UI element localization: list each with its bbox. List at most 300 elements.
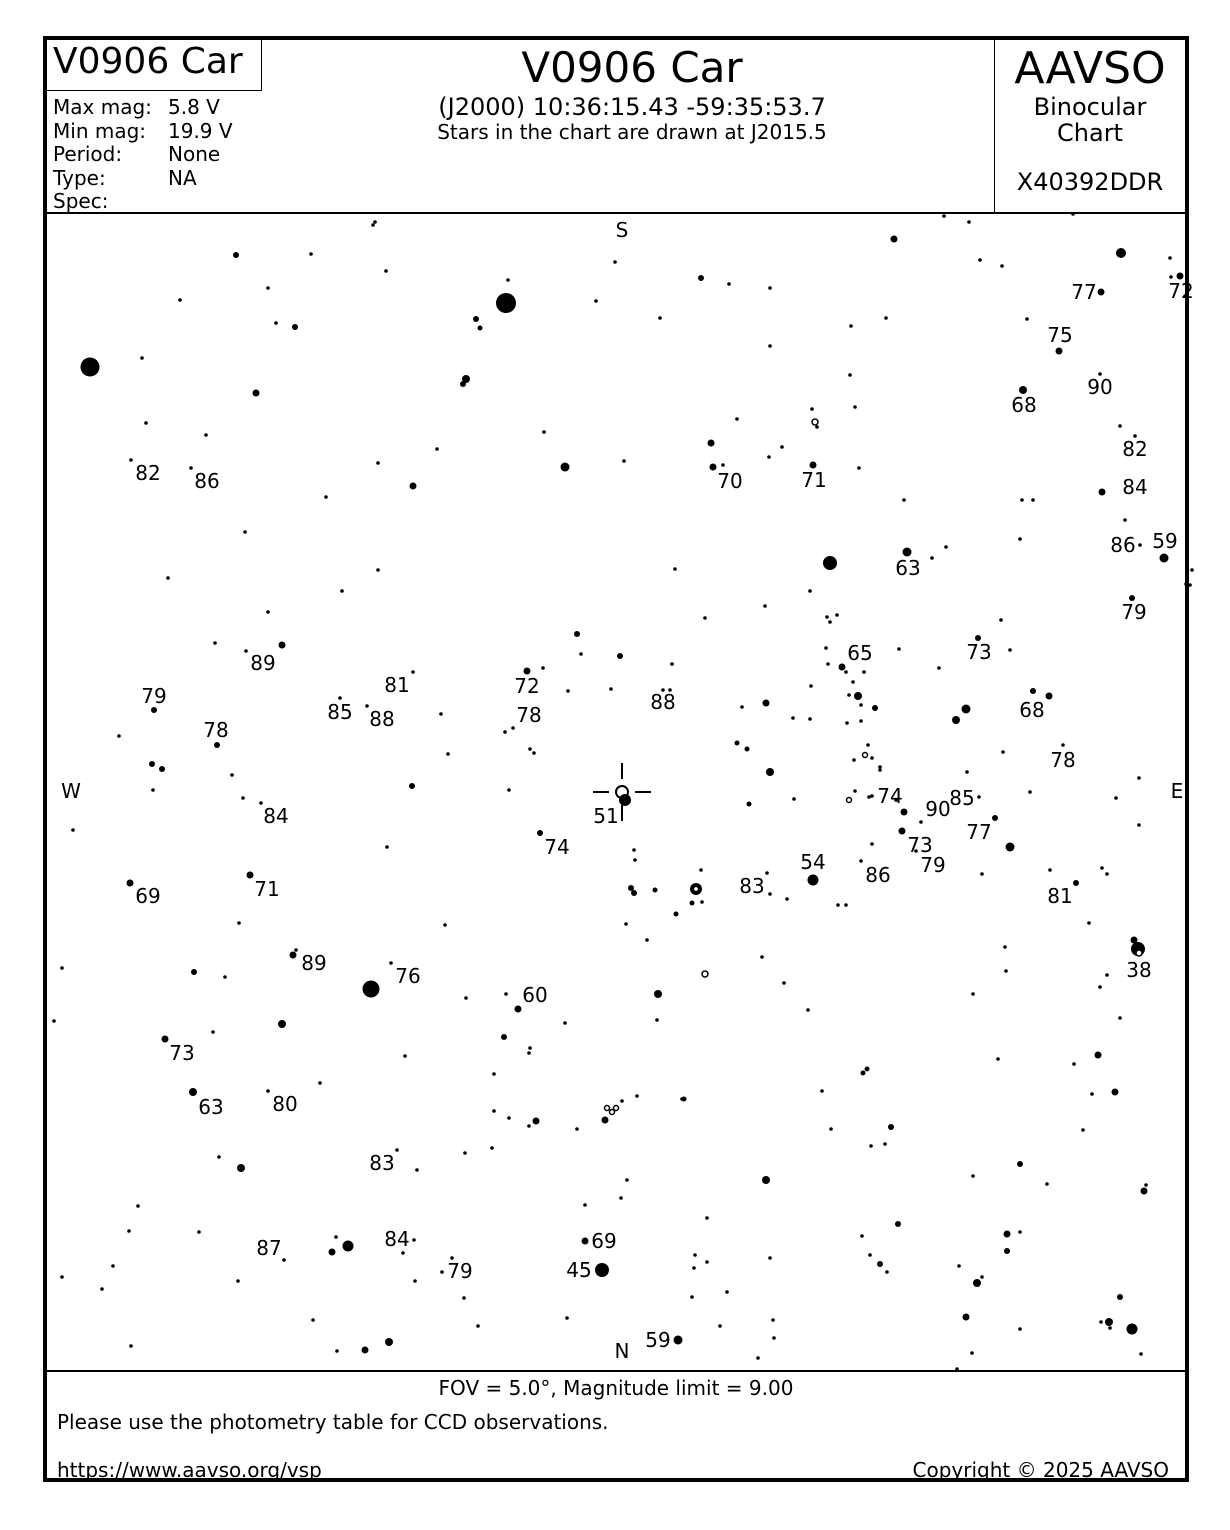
- star: [815, 425, 819, 429]
- star: [1116, 248, 1126, 258]
- star: [1004, 1231, 1011, 1238]
- star: [745, 747, 750, 752]
- star: [1031, 498, 1035, 502]
- star: [127, 1229, 131, 1233]
- star: [740, 705, 744, 709]
- star: [996, 1057, 1000, 1061]
- star: [891, 236, 898, 243]
- star: [1004, 1248, 1010, 1254]
- star: [440, 1270, 444, 1274]
- star: [619, 1196, 623, 1200]
- star: [463, 1151, 467, 1155]
- star: [409, 783, 415, 789]
- max-mag-label: Max mag:: [53, 95, 152, 119]
- star: [673, 567, 677, 571]
- star: [1006, 843, 1015, 852]
- star: [860, 1234, 864, 1238]
- orientation-top: S: [615, 218, 629, 242]
- star: [294, 948, 298, 952]
- star: [385, 845, 389, 849]
- ccd-note: Please use the photometry table for CCD observations.: [57, 1410, 609, 1434]
- star: [1098, 985, 1102, 989]
- star: [727, 282, 731, 286]
- star: [537, 830, 543, 836]
- star: [762, 1176, 770, 1184]
- star: [897, 647, 901, 651]
- star: [756, 1356, 760, 1360]
- star: [768, 344, 772, 348]
- star: [384, 269, 388, 273]
- star: [619, 794, 631, 806]
- star: [504, 992, 508, 996]
- star: [735, 417, 739, 421]
- star: [854, 692, 862, 700]
- star: [446, 752, 450, 756]
- star: [376, 568, 380, 572]
- orientation-right: E: [1170, 779, 1184, 803]
- star: [725, 1290, 729, 1294]
- star: [963, 1314, 970, 1321]
- comparison-label: 74: [544, 835, 570, 859]
- star: [844, 670, 848, 674]
- star: [1020, 498, 1024, 502]
- star: [862, 670, 866, 674]
- star: [100, 1287, 104, 1291]
- star: [605, 1106, 610, 1111]
- star: [507, 788, 511, 792]
- star: [847, 693, 851, 697]
- star: [1190, 568, 1194, 572]
- star: [1105, 973, 1109, 977]
- star: [579, 652, 583, 656]
- star: [870, 842, 874, 846]
- star: [772, 1336, 776, 1340]
- star: [189, 1088, 197, 1096]
- star: [149, 761, 155, 767]
- star: [609, 687, 613, 691]
- star: [698, 275, 704, 281]
- star: [1095, 1052, 1102, 1059]
- comparison-label: 71: [801, 468, 827, 492]
- star: [812, 419, 818, 425]
- star: [253, 390, 260, 397]
- star: [670, 662, 674, 666]
- comparison-label: 73: [907, 833, 933, 857]
- star: [542, 430, 546, 434]
- star: [825, 615, 829, 619]
- star: [413, 1279, 417, 1283]
- star: [853, 789, 857, 793]
- comparison-label: 54: [800, 850, 826, 874]
- star: [631, 890, 637, 896]
- star: [213, 641, 217, 645]
- star: [460, 381, 466, 387]
- star: [768, 286, 772, 290]
- star: [654, 990, 662, 998]
- star: [690, 1295, 694, 1299]
- star: [602, 1117, 609, 1124]
- star: [735, 741, 740, 746]
- star: [645, 938, 649, 942]
- star: [247, 872, 254, 879]
- star: [290, 952, 297, 959]
- star: [401, 1251, 405, 1255]
- star: [1056, 348, 1063, 355]
- star: [1136, 950, 1142, 956]
- comparison-label: 77: [1071, 280, 1097, 304]
- epoch-note: Stars in the chart are drawn at J2015.5: [437, 120, 827, 144]
- star: [747, 802, 752, 807]
- star: [129, 1344, 133, 1348]
- star: [1090, 1092, 1094, 1096]
- comparison-label: 86: [865, 863, 891, 887]
- star: [211, 1030, 215, 1034]
- star: [760, 955, 764, 959]
- star: [848, 373, 852, 377]
- star: [653, 888, 658, 893]
- star: [237, 1164, 245, 1172]
- star: [885, 1270, 889, 1274]
- comparison-label: 82: [1122, 437, 1148, 461]
- star: [884, 316, 888, 320]
- star: [839, 664, 846, 671]
- star: [980, 872, 984, 876]
- star: [533, 1118, 540, 1125]
- comparison-label: 78: [203, 718, 229, 742]
- star: [992, 815, 998, 821]
- star: [415, 1168, 419, 1172]
- star: [919, 820, 923, 824]
- star: [159, 766, 165, 772]
- star: [766, 768, 774, 776]
- star: [111, 1264, 115, 1268]
- star: [767, 455, 771, 459]
- header-center: [261, 40, 1003, 144]
- star: [1004, 969, 1008, 973]
- comparison-label: 84: [384, 1227, 410, 1251]
- star: [1073, 880, 1079, 886]
- star: [492, 1072, 496, 1076]
- comparison-label: 78: [1050, 748, 1076, 772]
- star: [1160, 554, 1169, 563]
- comparison-label: 71: [254, 877, 280, 901]
- star: [625, 1178, 629, 1182]
- comparison-label: 75: [1047, 323, 1073, 347]
- star: [144, 421, 148, 425]
- comparison-label: 68: [1019, 698, 1045, 722]
- star: [708, 440, 715, 447]
- star: [511, 726, 515, 730]
- star: [973, 1279, 981, 1287]
- star: [60, 1275, 64, 1279]
- star: [622, 459, 626, 463]
- star: [628, 885, 634, 891]
- star: [292, 324, 298, 330]
- star: [583, 1203, 587, 1207]
- star: [710, 464, 717, 471]
- star: [1000, 264, 1004, 268]
- star: [464, 996, 468, 1000]
- star: [859, 859, 863, 863]
- comparison-label: 85: [949, 786, 975, 810]
- star: [318, 1081, 322, 1085]
- star: [655, 1018, 659, 1022]
- comparison-label: 73: [966, 640, 992, 664]
- star: [71, 828, 75, 832]
- star: [373, 220, 377, 224]
- star: [233, 252, 239, 258]
- star: [501, 1034, 507, 1040]
- star: [197, 1230, 201, 1234]
- star: [658, 316, 662, 320]
- star: [410, 483, 417, 490]
- star: [702, 971, 708, 977]
- star: [690, 901, 695, 906]
- star: [883, 1142, 887, 1146]
- star: [1137, 823, 1141, 827]
- comparison-label: 70: [717, 469, 743, 493]
- star: [1112, 1089, 1119, 1096]
- star: [1028, 790, 1032, 794]
- star: [971, 1174, 975, 1178]
- star: [703, 616, 707, 620]
- star: [575, 1127, 579, 1131]
- footer-divider: [47, 1370, 1185, 1372]
- star: [944, 545, 948, 549]
- min-mag-value: 19.9 V: [168, 118, 233, 143]
- star: [674, 1336, 683, 1345]
- star: [768, 1256, 772, 1260]
- star: [473, 316, 479, 322]
- star: [528, 747, 532, 751]
- comparison-label: 59: [645, 1328, 671, 1352]
- star: [166, 576, 170, 580]
- star: [1117, 1294, 1123, 1300]
- star: [699, 868, 703, 872]
- star: [237, 921, 241, 925]
- star: [439, 712, 443, 716]
- comparison-label: 89: [301, 951, 327, 975]
- star: [1098, 289, 1105, 296]
- comparison-label: 89: [250, 651, 276, 675]
- star: [782, 981, 786, 985]
- star: [1072, 1062, 1076, 1066]
- comparison-label: 79: [141, 684, 167, 708]
- star: [1139, 1352, 1143, 1356]
- comparison-label: 59: [1152, 529, 1178, 553]
- star: [721, 463, 725, 467]
- star: [490, 1146, 494, 1150]
- star: [868, 1253, 872, 1257]
- star: [808, 875, 819, 886]
- comparison-labels: [135, 279, 1193, 1352]
- star: [52, 1019, 56, 1023]
- star: [970, 1351, 974, 1355]
- star: [1018, 1230, 1022, 1234]
- star: [810, 407, 814, 411]
- star: [566, 689, 570, 693]
- star: [680, 1097, 684, 1101]
- comparison-label: 79: [447, 1259, 473, 1283]
- star: [582, 1238, 589, 1245]
- star: [853, 405, 857, 409]
- vsp-link[interactable]: https://www.aavso.org/vsp: [57, 1458, 322, 1482]
- star: [930, 556, 934, 560]
- star: [1017, 1161, 1023, 1167]
- star: [1105, 872, 1109, 876]
- period-label: Period:: [53, 142, 123, 166]
- star: [977, 795, 981, 799]
- comparison-label: 84: [1122, 475, 1148, 499]
- star: [136, 1204, 140, 1208]
- star: [791, 716, 795, 720]
- star: [223, 975, 227, 979]
- star: [266, 286, 270, 290]
- type-value: NA: [168, 165, 197, 190]
- comparison-label: 60: [522, 983, 548, 1007]
- star: [901, 809, 908, 816]
- orientation-left: W: [61, 779, 81, 803]
- copyright: Copyright © 2025 AAVSO: [912, 1458, 1169, 1482]
- star: [395, 1148, 399, 1152]
- star: [574, 631, 580, 637]
- star: [595, 1263, 609, 1277]
- star: [1046, 693, 1053, 700]
- star: [309, 252, 313, 256]
- star: [236, 1279, 240, 1283]
- star: [942, 214, 946, 218]
- star: [780, 445, 784, 449]
- star: [81, 358, 100, 377]
- star: [129, 458, 133, 462]
- star: [435, 447, 439, 451]
- star: [278, 1020, 286, 1028]
- star: [870, 794, 874, 798]
- star: [1184, 582, 1188, 586]
- star: [340, 589, 344, 593]
- star-info: [53, 96, 233, 214]
- star: [967, 220, 971, 224]
- star: [835, 613, 839, 617]
- star: [243, 530, 247, 534]
- chart-kind-1: Binocular: [1033, 93, 1147, 121]
- star: [385, 1338, 393, 1346]
- max-mag-value: 5.8 V: [168, 95, 220, 119]
- star: [335, 1349, 339, 1353]
- orientation-bottom: N: [614, 1339, 630, 1363]
- star: [844, 903, 848, 907]
- comparison-label: 63: [895, 556, 921, 580]
- star: [274, 321, 278, 325]
- star: [852, 758, 856, 762]
- star: [865, 1067, 870, 1072]
- star: [515, 1006, 522, 1013]
- star: [1118, 424, 1122, 428]
- comparison-label: 82: [135, 461, 161, 485]
- star: [507, 1116, 511, 1120]
- star: [282, 1258, 286, 1262]
- star: [1030, 688, 1036, 694]
- spec-label: Spec:: [53, 189, 109, 213]
- star: [859, 703, 863, 707]
- star: [692, 1266, 696, 1270]
- star: [859, 719, 863, 723]
- star: [808, 589, 812, 593]
- comparison-label: 81: [384, 673, 410, 697]
- star: [962, 705, 971, 714]
- comparison-label: 86: [1110, 533, 1136, 557]
- star: [1141, 1188, 1148, 1195]
- star: [563, 1021, 567, 1025]
- star: [700, 900, 704, 904]
- comparison-label: 45: [566, 1258, 592, 1282]
- star: [845, 721, 849, 725]
- star: [259, 801, 263, 805]
- star: [674, 912, 679, 917]
- star: [1188, 583, 1192, 587]
- stars: [52, 212, 1194, 1371]
- star: [632, 848, 636, 852]
- star: [478, 326, 483, 331]
- star: [617, 653, 623, 659]
- star: [1071, 212, 1075, 216]
- chart-frame: [43, 36, 1194, 1482]
- comparison-label: 74: [877, 784, 903, 808]
- star: [1061, 743, 1065, 747]
- star: [824, 646, 828, 650]
- star: [952, 716, 960, 724]
- comparison-label: 90: [1087, 375, 1113, 399]
- comparison-label: 72: [514, 674, 540, 698]
- star: [965, 770, 969, 774]
- star: [412, 1238, 416, 1242]
- star: [820, 1089, 824, 1093]
- star: [506, 278, 510, 282]
- star: [705, 1260, 709, 1264]
- star: [937, 666, 941, 670]
- star: [527, 1051, 531, 1055]
- star: [1131, 937, 1138, 944]
- star: [851, 680, 855, 684]
- star: [1045, 1182, 1049, 1186]
- comparison-label: 88: [369, 707, 395, 731]
- comparison-label: 87: [256, 1236, 282, 1260]
- star: [870, 756, 874, 760]
- star: [718, 1324, 722, 1328]
- star: [978, 258, 982, 262]
- star: [311, 1318, 315, 1322]
- star: [343, 1241, 354, 1252]
- comparison-label: 83: [739, 874, 765, 898]
- star: [244, 649, 248, 653]
- star: [496, 293, 516, 313]
- star: [693, 1253, 697, 1257]
- star: [204, 433, 208, 437]
- star: [806, 1008, 810, 1012]
- star: [785, 897, 789, 901]
- star: [279, 642, 286, 649]
- star: [849, 324, 853, 328]
- star: [971, 992, 975, 996]
- star: [1114, 796, 1118, 800]
- comparison-label: 79: [1121, 600, 1147, 624]
- star: [861, 1071, 866, 1076]
- star: [1123, 518, 1127, 522]
- star: [1138, 543, 1142, 547]
- comparison-label: 79: [920, 853, 946, 877]
- star: [371, 223, 375, 227]
- star: [872, 705, 878, 711]
